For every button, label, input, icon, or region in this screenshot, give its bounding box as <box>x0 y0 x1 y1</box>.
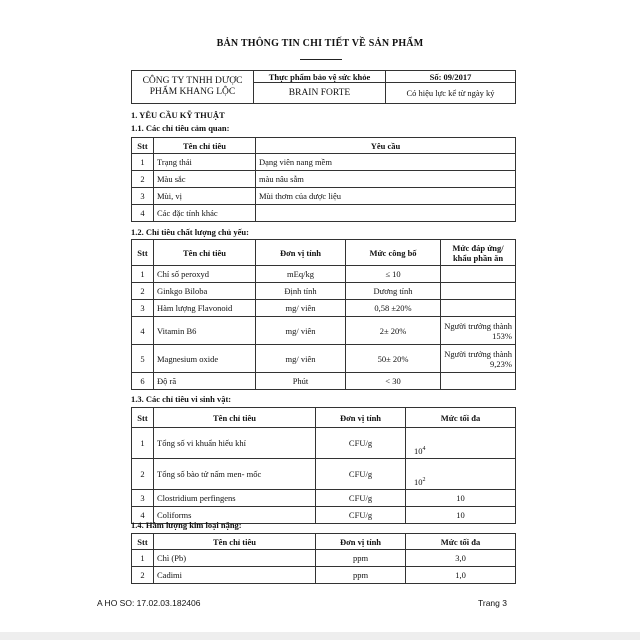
row-criterion: Các đặc tính khác <box>154 205 256 222</box>
row-max-level <box>406 459 516 490</box>
table-row <box>132 345 516 373</box>
row-max-level: 10 <box>406 507 516 524</box>
col-declared-level: Mức công bố <box>346 240 441 266</box>
row-unit: ppm <box>316 550 406 567</box>
row-declared: 2± 20% <box>346 317 441 345</box>
row-criterion: Vitamin B6 <box>154 317 256 345</box>
row-stt: 1 <box>132 428 154 459</box>
table-row <box>132 317 516 345</box>
row-unit: ppm <box>316 567 406 584</box>
col-stt: Stt <box>132 408 154 428</box>
sensory-table <box>131 137 516 222</box>
col-criterion: Tên chỉ tiêu <box>154 534 316 550</box>
row-declared: 50± 20% <box>346 345 441 373</box>
row-stt: 4 <box>132 205 154 222</box>
row-stt: 1 <box>132 266 154 283</box>
row-serving <box>441 373 516 390</box>
row-unit: CFU/g <box>316 428 406 459</box>
row-max-level <box>406 428 516 459</box>
row-unit: mg/ viên <box>256 345 346 373</box>
row-serving: Người trưởng thành 153% <box>441 317 516 345</box>
col-unit: Đơn vị tính <box>316 408 406 428</box>
value-base: 10 <box>414 477 423 487</box>
row-unit: mg/ viên <box>256 317 346 345</box>
row-criterion: Chì (Pb) <box>154 550 316 567</box>
quality-table <box>131 239 516 390</box>
table-row <box>132 567 516 584</box>
value-exponent: 4 <box>422 446 426 453</box>
row-max-level: 3,0 <box>406 550 516 567</box>
row-serving <box>441 283 516 300</box>
row-serving <box>441 300 516 317</box>
row-criterion: Trạng thái <box>154 154 256 171</box>
table-row <box>132 428 516 459</box>
row-requirement: màu nâu sẫm <box>256 171 516 188</box>
table-row <box>132 171 516 188</box>
section-heading-sensory: 1.1. Các chỉ tiêu cảm quan: <box>131 123 230 133</box>
row-stt: 1 <box>132 550 154 567</box>
row-stt: 2 <box>132 283 154 300</box>
row-stt: 3 <box>132 188 154 205</box>
section-heading-quality: 1.2. Chỉ tiêu chất lượng chủ yếu: <box>131 227 249 237</box>
product-name: BRAIN FORTE <box>254 83 386 104</box>
row-declared: Dương tính <box>346 283 441 300</box>
table-row <box>132 373 516 390</box>
section-heading-heavy-metals: 1.4. Hàm lượng kim loại nặng: <box>131 520 242 530</box>
row-criterion: Mùi, vị <box>154 188 256 205</box>
row-serving: Người trưởng thành 9,23% <box>441 345 516 373</box>
section-heading-microbiology: 1.3. Các chỉ tiêu vi sinh vật: <box>131 394 232 404</box>
table-row <box>132 283 516 300</box>
heavy-metals-table <box>131 533 516 584</box>
row-unit: CFU/g <box>316 459 406 490</box>
row-declared: < 30 <box>346 373 441 390</box>
microbiology-table <box>131 407 516 524</box>
row-criterion: Màu sắc <box>154 171 256 188</box>
row-unit: mg/ viên <box>256 300 346 317</box>
row-stt: 6 <box>132 373 154 390</box>
document-title: BẢN THÔNG TIN CHI TIẾT VỀ SẢN PHẨM <box>216 38 424 49</box>
row-criterion: Tổng số vi khuẩn hiếu khí <box>154 428 316 459</box>
row-criterion: Độ rã <box>154 373 256 390</box>
row-stt: 5 <box>132 345 154 373</box>
row-requirement: Dạng viên nang mềm <box>256 154 516 171</box>
row-criterion: Hàm lượng Flavonoid <box>154 300 256 317</box>
table-row <box>132 188 516 205</box>
title-underline <box>300 59 342 60</box>
value-exponent: 2 <box>422 477 426 484</box>
table-row <box>132 550 516 567</box>
row-criterion: Tổng số bào tử nấm men- mốc <box>154 459 316 490</box>
row-stt: 2 <box>132 567 154 584</box>
col-stt: Stt <box>132 240 154 266</box>
footer-page-number: Trang 3 <box>478 598 507 608</box>
row-max-level: 10 <box>406 490 516 507</box>
table-row <box>132 154 516 171</box>
row-max-level: 1,0 <box>406 567 516 584</box>
col-stt: Stt <box>132 138 154 154</box>
col-serving-level: Mức đáp ứng/ khẩu phần ăn <box>441 240 516 266</box>
table-row <box>132 490 516 507</box>
section-heading-requirements: 1. YÊU CẦU KỸ THUẬT <box>131 110 225 120</box>
row-unit: Định tính <box>256 283 346 300</box>
row-declared: ≤ 10 <box>346 266 441 283</box>
product-category: Thực phẩm bảo vệ sức khỏe <box>254 71 386 83</box>
row-criterion: Clostridium perfingens <box>154 490 316 507</box>
footer-file-number: A HO SO: 17.02.03.182406 <box>97 598 201 608</box>
row-criterion: Cadimi <box>154 567 316 584</box>
table-row <box>132 300 516 317</box>
col-criterion: Tên chỉ tiêu <box>154 408 316 428</box>
row-stt: 2 <box>132 171 154 188</box>
row-requirement <box>256 205 516 222</box>
col-criterion: Tên chỉ tiêu <box>154 138 256 154</box>
table-row <box>132 266 516 283</box>
validity-note: Có hiệu lực kể từ ngày ký <box>386 83 516 104</box>
col-stt: Stt <box>132 534 154 550</box>
row-unit: CFU/g <box>316 507 406 524</box>
row-declared: 0,58 ±20% <box>346 300 441 317</box>
col-criterion: Tên chỉ tiêu <box>154 240 256 266</box>
row-unit: Phút <box>256 373 346 390</box>
bottom-edge <box>0 632 640 640</box>
row-stt: 4 <box>132 507 154 524</box>
value-base: 10 <box>414 446 423 456</box>
row-requirement: Mùi thơm của dược liệu <box>256 188 516 205</box>
row-stt: 1 <box>132 154 154 171</box>
col-requirement: Yêu cầu <box>256 138 516 154</box>
row-unit: CFU/g <box>316 490 406 507</box>
col-unit: Đơn vị tính <box>316 534 406 550</box>
row-unit: mEq/kg <box>256 266 346 283</box>
row-criterion: Coliforms <box>154 507 316 524</box>
table-row <box>132 459 516 490</box>
document-number: Số: 09/2017 <box>386 71 516 83</box>
row-serving <box>441 266 516 283</box>
company-name: CÔNG TY TNHH DƯỢC PHẨM KHANG LỘC <box>132 71 254 104</box>
row-criterion: Chỉ số peroxyd <box>154 266 256 283</box>
col-unit: Đơn vị tính <box>256 240 346 266</box>
row-criterion: Magnesium oxide <box>154 345 256 373</box>
table-row <box>132 205 516 222</box>
row-stt: 2 <box>132 459 154 490</box>
col-max-level: Mức tối đa <box>406 408 516 428</box>
row-criterion: Ginkgo Biloba <box>154 283 256 300</box>
row-stt: 3 <box>132 300 154 317</box>
col-max-level: Mức tối đa <box>406 534 516 550</box>
header-table <box>131 70 516 104</box>
row-stt: 4 <box>132 317 154 345</box>
row-stt: 3 <box>132 490 154 507</box>
